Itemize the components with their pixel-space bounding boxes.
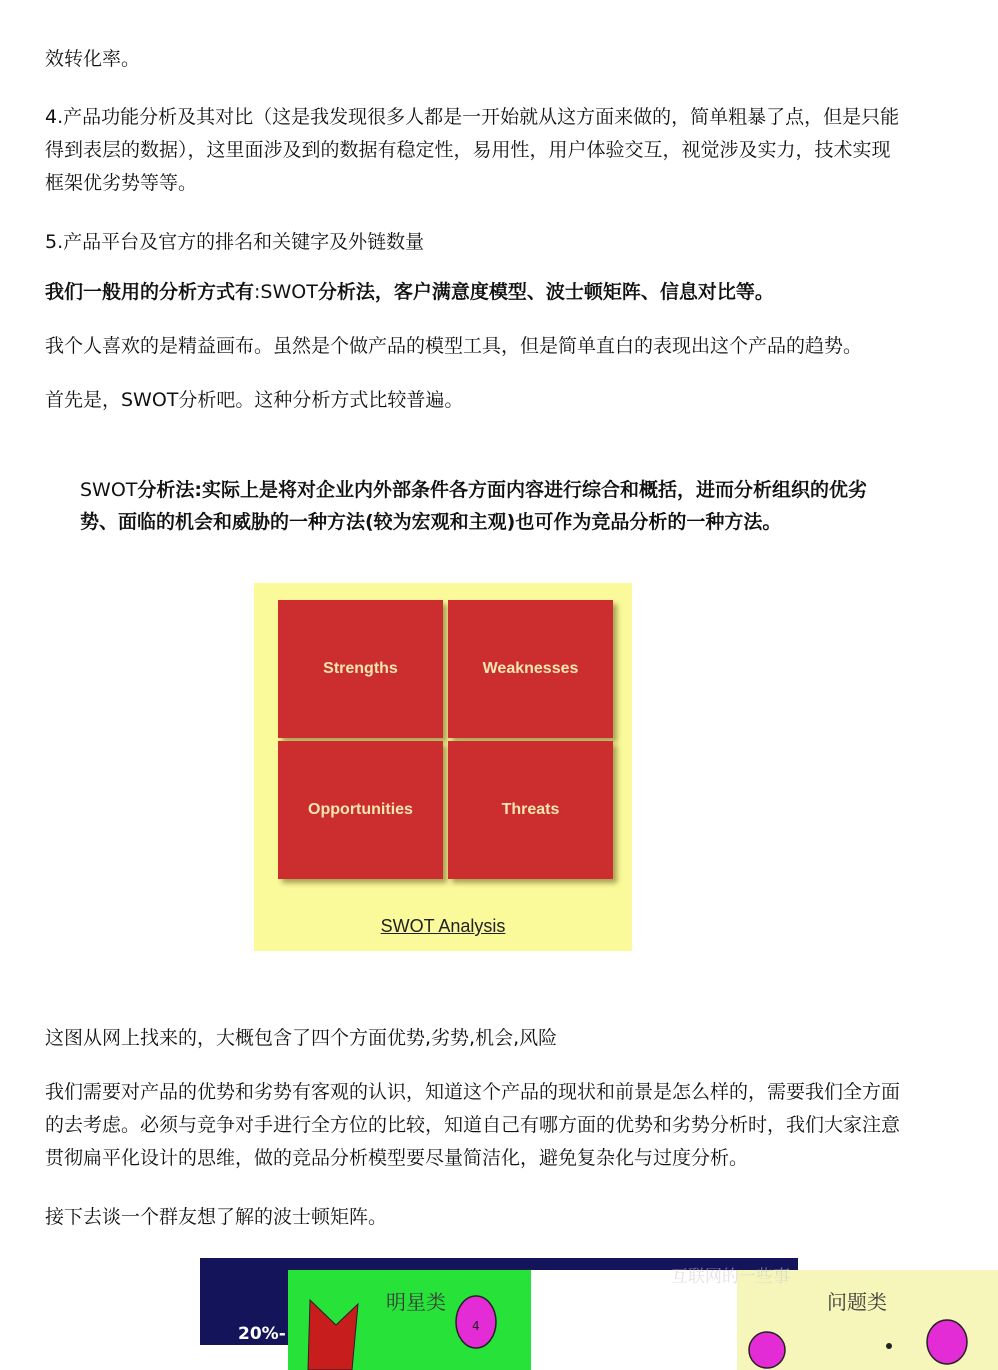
swot-strengths-cell: Strengths [278,600,443,738]
bcg-star-label: 明星类 [386,1290,446,1314]
quote-swot: SWOT [80,479,138,501]
swot-threats-cell: Threats [448,741,613,879]
paragraph-image-source: 这图从网上找来的，大概包含了四个方面优势,劣势,机会,风险 [45,1027,558,1049]
methods-swot: :SWOT [254,281,318,303]
paragraph-lean-canvas: 我个人喜欢的是精益画布。虽然是个做产品的模型工具，但是简单直白的表现出这个产品的趋势。 [45,335,863,357]
paragraph-objective-view: 我们需要对产品的优势和劣势有客观的认识，知道这个产品的现状和前景是怎么样的，需要我们全方面的去考虑。必须与竞争对手进行全方位的比较，知道自己有哪方面的优势和劣势分析时，我们大家注意贯彻扁平化设计的思维，做的竞品分析模型要尽量简洁化，避免复杂化与过度分析。 [45,1081,901,1169]
bcg-axis-label: 20%- [238,1324,286,1344]
paragraph-ranking: 5.产品平台及官方的排名和关键字及外链数量 [45,231,425,253]
bcg-question-label: 问题类 [827,1290,887,1314]
paragraph-feature-analysis: 4.产品功能分析及其对比（这是我发现很多人都是一开始就从这方面来做的，简单粗暴了点，但是只能得到表层的数据），这里面涉及到的数据有稳定性，易用性，用户体验交互，视觉涉及实力，技术实现框架优劣势等等。 [45,106,900,194]
swot-definition-quote [80,474,880,538]
bcg-star-shape-icon [288,1270,531,1370]
svg-text:4: 4 [472,1319,480,1333]
swot-opportunities-cell: Opportunities [278,741,443,879]
swot-figure [254,583,632,951]
paragraph-methods [45,276,905,309]
quote-text: 分析法:实际上是将对企业内外部条件各方面内容进行综合和概括，进而分析组织的优劣势、面临的机会和威胁的一种方法(较为宏观和主观)也可作为竞品分析的一种方法。 [80,479,868,533]
methods-lead: 我们一般用的分析方式有 [45,281,255,303]
paragraph-swot-intro: 首先是，SWOT分析吧。这种分析方式比较普遍。 [45,389,464,411]
bcg-star-quadrant [288,1270,531,1370]
bcg-matrix-figure [200,1258,887,1345]
swot-weaknesses-cell: Weaknesses [448,600,613,738]
bcg-axis [200,1258,288,1345]
swot-caption: SWOT Analysis [380,916,506,936]
bcg-watermark: 互联网的一些事 [671,1267,790,1287]
paragraph-bcg-intro: 接下去谈一个群友想了解的波士顿矩阵。 [45,1206,388,1228]
methods-list: 分析法，客户满意度模型、波士顿矩阵、信息对比等。 [317,281,774,303]
paragraph-1: 效转化率。 [45,48,141,70]
